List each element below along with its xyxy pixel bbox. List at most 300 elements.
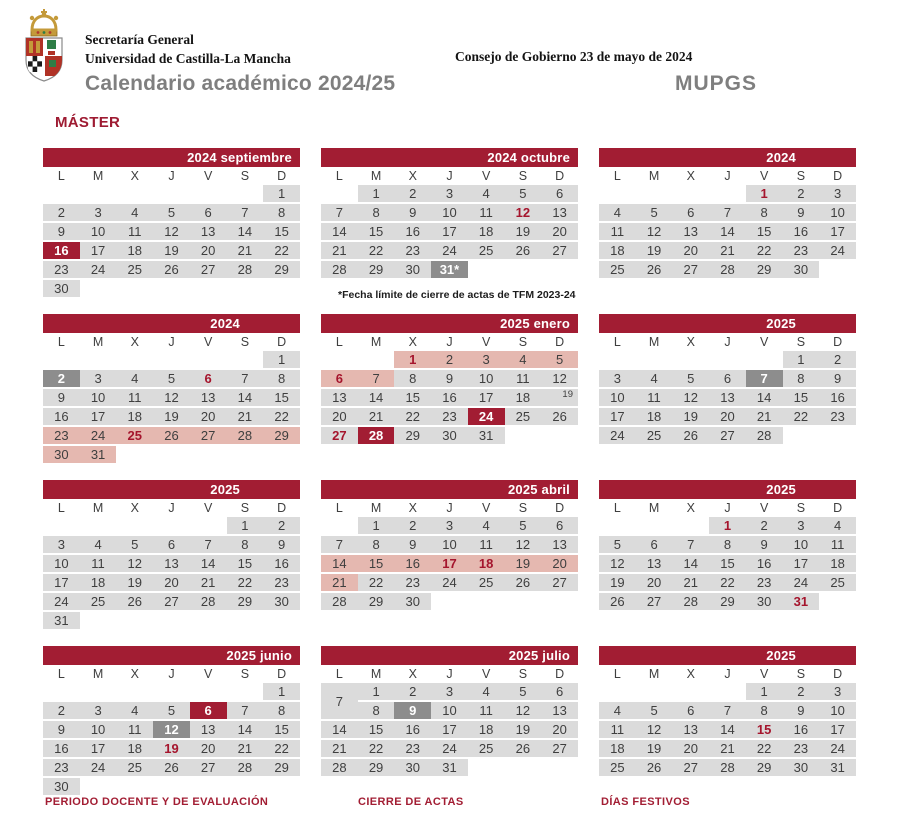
day-cell: 27 [541,574,578,591]
day-header: L [57,335,65,349]
month-calendar [321,665,578,778]
day-cell: 7 [227,370,264,387]
day-cell: 24 [43,593,80,610]
day-cell [80,517,117,534]
day-cell: 18 [599,740,636,757]
day-cell: 29 [263,427,300,444]
day-cell: 9 [394,204,431,221]
day-cell [80,612,117,629]
day-cell: 10 [431,702,468,719]
day-cell: 4 [116,370,153,387]
month-calendar [43,665,300,797]
day-cell: 18 [636,408,673,425]
month-block [321,148,578,314]
day-cell: 31 [80,446,117,463]
month-calendar [43,167,300,299]
day-cell [190,351,227,368]
day-cell: 8 [746,204,783,221]
day-cell: 27 [541,740,578,757]
org-line1: Secretaría General [85,32,194,47]
day-cell: 5 [153,702,190,719]
day-header: V [203,501,213,515]
day-cell [541,759,578,776]
day-cell: 25 [819,574,856,591]
month-block [599,646,856,812]
day-cell [746,351,783,368]
day-cell: 9 [746,536,783,553]
day-cell: 10 [431,204,468,221]
day-cell [153,185,190,202]
day-cell [153,517,190,534]
day-cell [80,185,117,202]
day-cell: 23 [43,759,80,776]
day-cell: 7 [321,204,358,221]
day-header: D [833,667,843,681]
day-cell: 22 [746,242,783,259]
day-cell: 29 [263,261,300,278]
day-header: D [277,335,287,349]
day-cell: 17 [43,574,80,591]
day-header: M [648,335,660,349]
day-cell: 19 [153,242,190,259]
day-cell: 7 [672,536,709,553]
day-cell: 17 [783,555,820,572]
day-cell: 3 [80,204,117,221]
day-cell: 10 [599,389,636,406]
day-cell: 28 [190,593,227,610]
day-cell: 16 [394,721,431,738]
day-cell [190,778,227,795]
day-cell: 19 [636,242,673,259]
day-cell: 2 [746,517,783,534]
day-cell: 15 [358,555,395,572]
day-cell: 29 [358,759,395,776]
day-cell: 3 [431,517,468,534]
day-cell [263,612,300,629]
day-cell: 3 [431,683,468,700]
day-cell: 7 [746,370,783,387]
day-cell: 19 [505,555,542,572]
day-cell [819,427,856,444]
day-cell: 25 [505,408,542,425]
day-cell: 6 [153,536,190,553]
day-cell: 6 [541,185,578,202]
day-cell: 13 [672,223,709,240]
day-cell: 2 [783,185,820,202]
day-cell: 3 [783,517,820,534]
day-cell: 30 [43,280,80,297]
day-cell: 26 [505,740,542,757]
month-title: 2025 [599,480,856,499]
day-cell: 8 [358,536,395,553]
day-cell: 3 [468,351,505,368]
day-cell: 8 [358,204,395,221]
day-cell: 11 [819,536,856,553]
day-cell [541,593,578,610]
day-cell: 16 [431,389,468,406]
day-cell [190,683,227,700]
day-cell: 14 [358,389,395,406]
day-cell: 15 [394,389,431,406]
day-header: D [555,169,565,183]
day-cell: 10 [468,370,505,387]
day-cell: 21 [227,408,264,425]
day-header: L [335,501,343,515]
day-cell: 6 [541,683,578,700]
day-cell: 14 [709,223,746,240]
day-header: D [833,169,843,183]
day-cell: 28 [321,593,358,610]
day-cell: 1 [263,683,300,700]
day-cell [636,185,673,202]
day-header: D [555,667,565,681]
month-calendar [599,665,856,778]
day-header: L [613,169,621,183]
day-cell: 31* [431,261,468,278]
day-cell: 28 [227,427,264,444]
day-cell: 12 [153,721,190,738]
day-header: L [335,667,343,681]
day-cell [227,351,264,368]
day-cell: 8 [746,702,783,719]
day-cell: 19 [636,740,673,757]
day-cell: 4 [116,702,153,719]
day-cell: 19 [599,574,636,591]
day-cell: 30 [746,593,783,610]
day-cell: 18 [599,242,636,259]
day-cell [116,683,153,700]
day-cell: 9 [431,370,468,387]
day-cell: 3 [80,370,117,387]
day-cell: 27 [153,593,190,610]
day-header: V [759,501,769,515]
day-header: J [724,501,731,515]
day-cell [819,261,856,278]
day-cell: 23 [783,740,820,757]
day-cell [116,612,153,629]
day-cell: 24 [783,574,820,591]
day-cell: 5 [153,204,190,221]
day-cell: 21 [227,740,264,757]
day-cell [636,351,673,368]
month-title: 2024 [599,148,856,167]
day-cell: 16 [394,223,431,240]
day-cell: 16 [783,721,820,738]
day-cell: 22 [227,574,264,591]
month-block [43,646,300,812]
day-cell [709,683,746,700]
day-cell: 24 [819,242,856,259]
legend-lective: PERIODO DOCENTE Y DE EVALUACIÓN [45,796,269,808]
day-cell: 17 [599,408,636,425]
day-cell: 13 [153,555,190,572]
day-header: M [92,169,104,183]
day-cell: 17 [431,721,468,738]
day-cell: 17 [80,408,117,425]
day-cell: 10 [80,389,117,406]
day-cell: 12 [541,370,578,387]
day-cell: 3 [819,185,856,202]
day-cell: 1 [783,351,820,368]
day-cell: 18 [116,408,153,425]
day-cell: 26 [541,408,578,425]
month-calendar [43,499,300,631]
day-cell: 12 [672,389,709,406]
day-cell: 15 [263,389,300,406]
day-cell [227,612,264,629]
day-cell: 12 [505,702,542,719]
day-header: S [240,667,250,681]
day-cell: 5 [505,683,542,700]
month-title: 2025 [43,480,300,499]
day-header: D [277,501,287,515]
day-cell: 30 [783,759,820,776]
day-cell: 19 [541,389,578,406]
day-cell [116,185,153,202]
day-header: X [130,335,139,349]
day-header: V [759,667,769,681]
day-header: L [57,501,65,515]
day-cell: 4 [636,370,673,387]
day-header: X [686,667,695,681]
day-cell: 26 [153,759,190,776]
day-header: J [724,169,731,183]
day-cell: 16 [43,408,80,425]
day-cell: 9 [783,702,820,719]
day-cell [153,778,190,795]
day-header: S [240,335,250,349]
day-header: S [796,667,806,681]
day-cell [153,683,190,700]
day-cell: 31 [819,759,856,776]
day-cell: 8 [263,370,300,387]
day-cell: 15 [783,389,820,406]
day-cell: 16 [394,555,431,572]
day-cell: 24 [80,261,117,278]
day-cell: 21 [672,574,709,591]
day-cell [505,427,542,444]
day-cell: 18 [505,389,542,406]
day-cell: 2 [819,351,856,368]
day-cell: 20 [321,408,358,425]
day-cell: 14 [227,721,264,738]
day-cell: 18 [468,721,505,738]
org-line2: Universidad de Castilla-La Mancha [85,51,291,66]
day-cell: 28 [227,759,264,776]
day-cell: 20 [541,721,578,738]
day-cell: 21 [358,408,395,425]
day-cell: 13 [672,721,709,738]
day-cell: 27 [321,427,358,444]
day-cell: 17 [431,555,468,572]
day-cell: 20 [190,242,227,259]
day-cell: 8 [783,370,820,387]
day-cell: 21 [746,408,783,425]
day-header: X [408,335,417,349]
day-header: D [555,335,565,349]
day-cell: 24 [431,242,468,259]
day-cell: 22 [263,408,300,425]
day-cell: 3 [599,370,636,387]
day-cell: 26 [599,593,636,610]
day-header: J [724,667,731,681]
day-header: D [277,169,287,183]
month-block [599,480,856,646]
day-header: J [724,335,731,349]
month-block [43,148,300,314]
day-cell: 28 [358,427,395,444]
day-cell [227,778,264,795]
day-cell: 28 [709,759,746,776]
day-cell: 28 [709,261,746,278]
day-cell: 12 [636,721,673,738]
day-cell: 28 [227,261,264,278]
day-cell: 26 [636,261,673,278]
day-cell: 10 [819,702,856,719]
day-header: X [130,667,139,681]
day-cell: 17 [819,223,856,240]
day-header: X [686,501,695,515]
day-header: M [92,501,104,515]
day-cell [153,351,190,368]
day-cell [321,351,358,368]
day-header: M [648,667,660,681]
day-header: M [370,335,382,349]
month-block [599,148,856,314]
day-cell [190,612,227,629]
day-cell: 23 [394,740,431,757]
day-cell: 21 [321,242,358,259]
day-cell: 26 [672,427,709,444]
day-cell: 3 [819,683,856,700]
day-header: X [686,335,695,349]
day-cell: 6 [190,370,227,387]
day-cell: 23 [783,242,820,259]
day-cell [153,446,190,463]
month-title: 2024 [43,314,300,333]
day-cell: 25 [468,740,505,757]
month-title: 2024 septiembre [43,148,300,167]
legend [0,796,904,816]
day-cell [431,593,468,610]
day-cell: 1 [746,185,783,202]
day-cell: 7 [358,370,395,387]
day-cell: 22 [709,574,746,591]
month-calendar [43,333,300,465]
day-cell: 29 [746,261,783,278]
day-cell: 4 [80,536,117,553]
day-cell [190,446,227,463]
day-cell [80,280,117,297]
day-cell [636,517,673,534]
day-cell: 16 [263,555,300,572]
day-cell: 18 [116,740,153,757]
day-cell: 13 [190,389,227,406]
day-cell: 26 [636,759,673,776]
day-cell: 13 [541,702,578,719]
day-cell: 19 [153,408,190,425]
day-cell [541,427,578,444]
day-cell: 11 [116,389,153,406]
day-cell: 13 [636,555,673,572]
day-cell: 14 [746,389,783,406]
day-cell: 25 [116,759,153,776]
day-cell: 31 [783,593,820,610]
day-cell: 2 [783,683,820,700]
day-cell [709,351,746,368]
day-cell [190,185,227,202]
day-header: S [796,335,806,349]
crown-icon [30,9,58,36]
month-block [321,314,578,480]
day-cell: 20 [636,574,673,591]
day-cell: 5 [599,536,636,553]
day-cell: 16 [43,740,80,757]
day-cell: 30 [263,593,300,610]
uclm-coat-of-arms-logo [12,8,76,82]
day-header: M [648,169,660,183]
day-cell: 4 [468,185,505,202]
day-cell: 6 [636,536,673,553]
day-cell [541,261,578,278]
day-cell: 5 [116,536,153,553]
month-block [599,314,856,480]
day-cell: 28 [746,427,783,444]
day-cell: 27 [636,593,673,610]
day-cell [116,778,153,795]
day-cell: 29 [709,593,746,610]
day-cell [263,280,300,297]
day-cell: 30 [43,446,80,463]
day-cell: 21 [709,242,746,259]
day-cell: 22 [746,740,783,757]
day-cell: 1 [227,517,264,534]
day-cell: 24 [431,574,468,591]
day-cell: 29 [358,593,395,610]
day-cell: 10 [80,721,117,738]
day-header: V [481,501,491,515]
day-cell: 11 [599,223,636,240]
day-header: X [408,667,417,681]
day-cell: 10 [43,555,80,572]
month-calendar [599,333,856,446]
day-cell: 27 [672,261,709,278]
day-cell: 10 [783,536,820,553]
day-cell: 30 [431,427,468,444]
day-cell [468,593,505,610]
day-cell: 27 [672,759,709,776]
day-cell: 27 [190,427,227,444]
month-block [43,314,300,480]
day-cell: 12 [153,223,190,240]
day-cell [153,280,190,297]
day-header: J [168,335,175,349]
day-cell [116,280,153,297]
day-cell: 12 [599,555,636,572]
title-row [85,72,757,96]
shield-icon [26,38,62,81]
day-cell: 13 [190,223,227,240]
day-header: J [446,169,453,183]
day-header: M [370,501,382,515]
day-cell: 17 [80,740,117,757]
day-cell: 9 [43,721,80,738]
day-cell: 1 [709,517,746,534]
day-cell: 9 [43,389,80,406]
day-header: X [130,501,139,515]
day-cell: 26 [153,261,190,278]
day-cell: 11 [599,721,636,738]
